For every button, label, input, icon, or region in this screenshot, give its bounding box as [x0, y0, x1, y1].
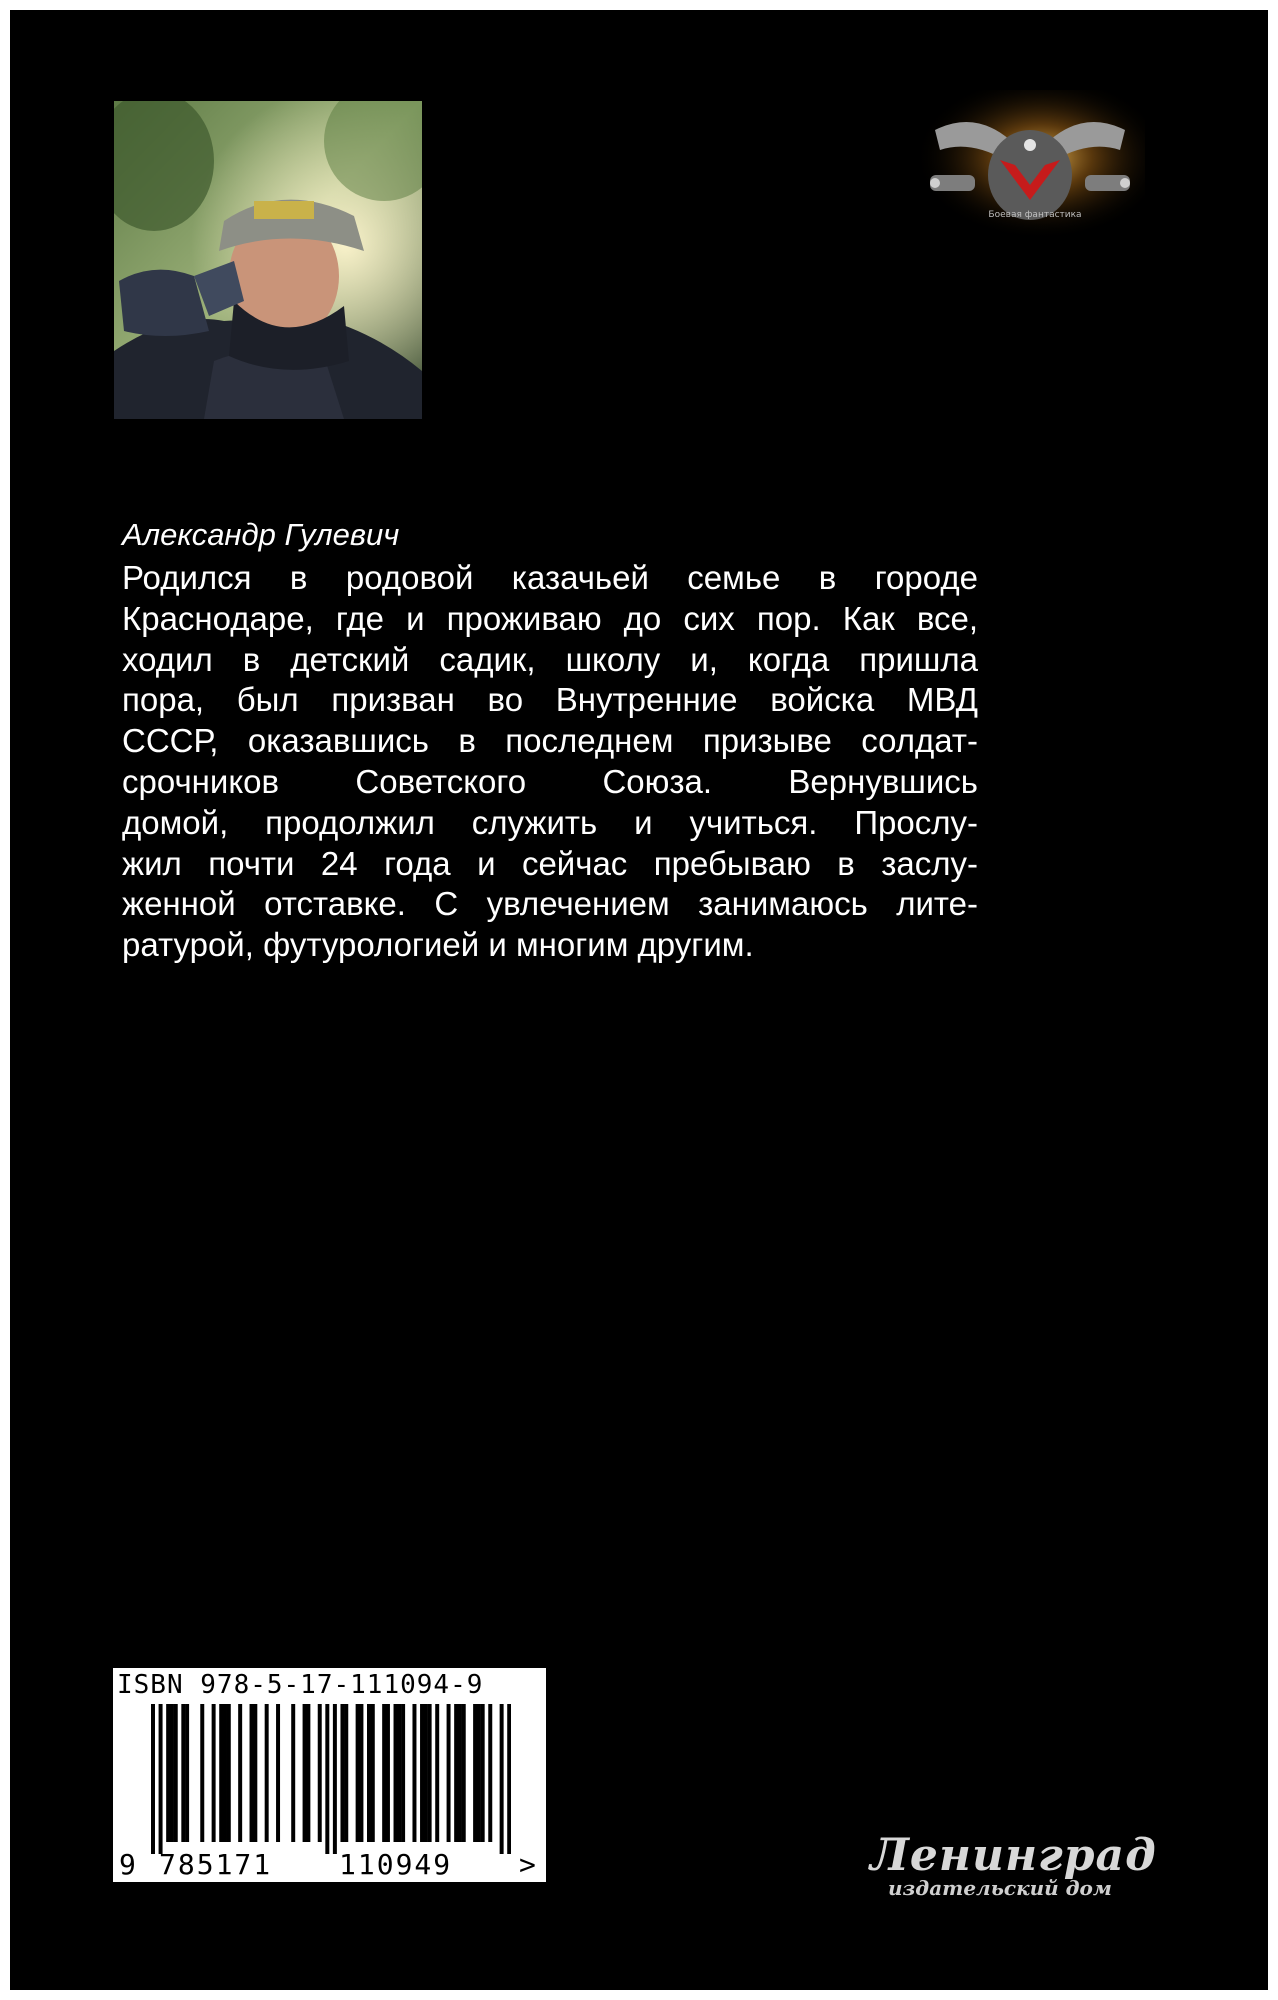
- barcode-bar: [454, 1704, 458, 1842]
- barcode-bar: [458, 1704, 462, 1842]
- barcode-bar: [424, 1704, 428, 1842]
- barcode-bar: [500, 1704, 504, 1854]
- ean-right-group: 110949: [339, 1848, 453, 1881]
- bio-line: жил почти 24 года и сейчас пребываю в заслу-: [122, 844, 978, 882]
- ean-left-group: 785171: [159, 1848, 273, 1881]
- barcode-bar: [185, 1704, 189, 1842]
- ean-arrow: >: [519, 1848, 536, 1881]
- bio-line: СССР, оказавшись в последнем призыве солдат-: [122, 722, 978, 760]
- bio-line: ходил в детский садик, школу и, когда пришла: [122, 640, 978, 678]
- barcode-bar: [227, 1704, 231, 1842]
- barcode-bar: [344, 1704, 348, 1842]
- barcode-bar: [371, 1704, 375, 1842]
- bio-line: женной отставке. С увлечением занимаюсь лите-: [122, 885, 978, 923]
- barcode-bar: [477, 1704, 481, 1842]
- barcode-bar: [219, 1704, 223, 1842]
- barcode-bar: [212, 1704, 216, 1842]
- bio-line: домой, продолжил служить и учиться. Прослу-: [122, 803, 978, 841]
- barcode-bar: [170, 1704, 174, 1842]
- barcode-bar: [333, 1704, 337, 1854]
- barcode-bar: [303, 1704, 307, 1842]
- series-logo: [915, 90, 1145, 240]
- barcode-bar: [412, 1704, 416, 1842]
- barcode-bar: [159, 1704, 163, 1854]
- ean-first-digit: 9: [119, 1848, 136, 1881]
- barcode-bar: [447, 1704, 451, 1842]
- barcode-bar: [250, 1704, 254, 1842]
- isbn-barcode: [113, 1668, 546, 1882]
- barcode-bar: [359, 1704, 363, 1842]
- barcode-bar: [394, 1704, 398, 1842]
- barcode-bar: [306, 1704, 310, 1842]
- barcode-bar: [401, 1704, 405, 1842]
- author-bio: [122, 558, 978, 966]
- publisher-subtitle: издательский дом: [888, 1876, 1112, 1900]
- barcode-bar: [420, 1704, 424, 1842]
- barcode-bar: [507, 1704, 511, 1854]
- barcode-bar: [238, 1704, 242, 1842]
- back-cover: [10, 10, 1268, 1990]
- bio-line: ратурой, футурологией и многим другим.: [122, 926, 754, 964]
- barcode-bar: [473, 1704, 477, 1842]
- barcode-bar: [481, 1704, 485, 1842]
- barcode-bars: [151, 1704, 511, 1854]
- barcode-bar: [428, 1704, 432, 1842]
- barcode-bar: [151, 1704, 155, 1854]
- barcode-bar: [166, 1704, 170, 1842]
- barcode-bar: [367, 1704, 371, 1842]
- barcode-bar: [488, 1704, 492, 1842]
- bio-line: Родился в родовой казачьей семье в городе: [122, 559, 978, 596]
- author-photo: [114, 101, 422, 419]
- barcode-bar: [462, 1704, 466, 1842]
- barcode-bar: [265, 1704, 269, 1842]
- barcode-bar: [223, 1704, 227, 1842]
- bio-line: срочников Советского Союза. Вернувшись: [122, 762, 978, 800]
- series-title: Боевая фантастика: [988, 210, 1082, 220]
- barcode-bar: [386, 1704, 390, 1842]
- barcode-bar: [276, 1704, 280, 1842]
- publisher-name: Ленинград: [870, 1830, 1157, 1881]
- barcode-bar: [382, 1704, 386, 1842]
- barcode-bar: [291, 1704, 295, 1842]
- barcode-bar: [435, 1704, 439, 1842]
- barcode-bar: [318, 1704, 322, 1842]
- isbn-number: ISBN 978-5-17-111094-9: [117, 1670, 484, 1700]
- barcode-bar: [340, 1704, 344, 1842]
- author-portrait-image: [114, 101, 422, 419]
- bio-line: Краснодаре, где и проживаю до сих пор. Как все,: [122, 599, 978, 637]
- barcode-bar: [200, 1704, 204, 1842]
- barcode-bar: [253, 1704, 257, 1842]
- publisher-logo: [850, 1830, 1170, 1900]
- barcode-bar: [356, 1704, 360, 1842]
- barcode-bar: [397, 1704, 401, 1842]
- barcode-bar: [181, 1704, 185, 1842]
- author-name: Александр Гулевич: [122, 517, 400, 552]
- barcode-bar: [325, 1704, 329, 1854]
- barcode-bar: [174, 1704, 178, 1842]
- bio-line: пора, был призван во Внутренние войска МВД: [122, 681, 978, 719]
